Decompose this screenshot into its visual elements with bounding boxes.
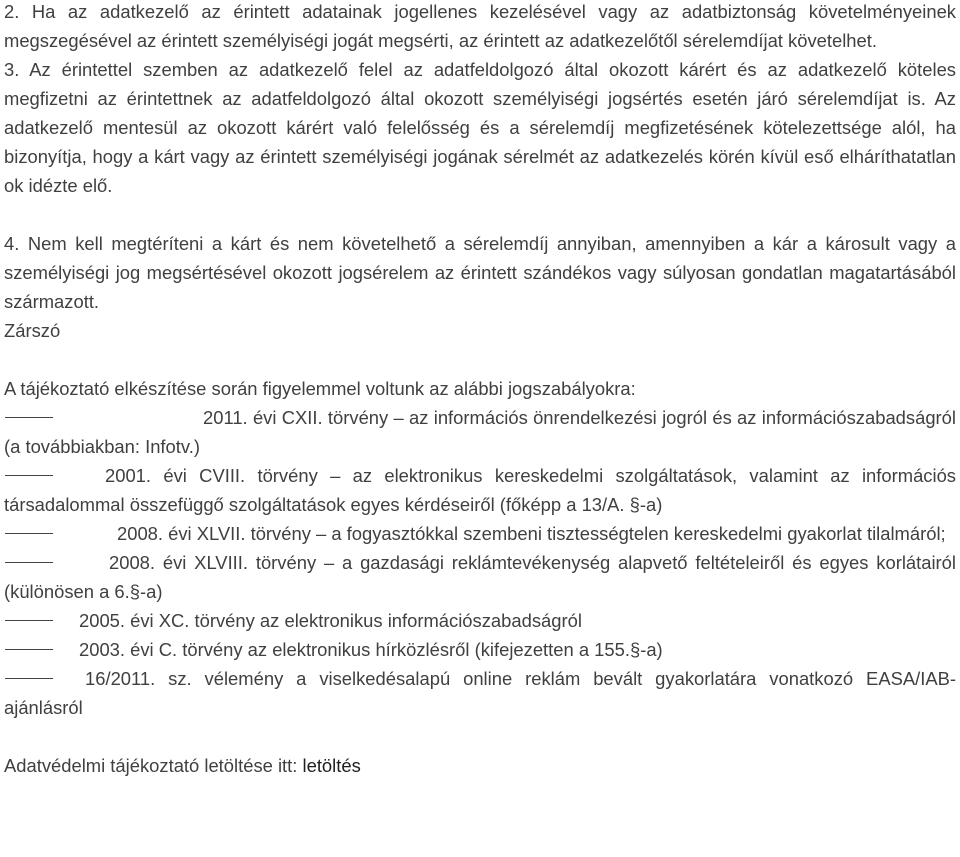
dash-bullet <box>5 562 53 563</box>
law-item-text: 2005. évi XC. törvény az elektronikus információszabadságról <box>79 610 582 631</box>
dash-bullet <box>5 533 53 534</box>
paragraph-2: 2. Ha az adatkezelő az érintett adatainak jogellenes kezelésével vagy az adatbiztonság követelményeinek megszegésével az érintett személyiségi jogát megsérti, az érintett az adatkezelőtől sérelemdíjat követelhet. <box>4 1 956 51</box>
document-page <box>4 0 956 780</box>
law-item <box>4 519 956 548</box>
dash-bullet <box>5 417 53 418</box>
download-link[interactable]: letöltés <box>302 755 361 776</box>
paragraph-4: 4. Nem kell megtéríteni a kárt és nem követelhető a sérelemdíj annyiban, amennyiben a kár a károsult vagy a személyiségi jog megsértésével okozott jogsérelem az érintett szándékos vagy súlyosan gondatlan magatartásából származott. <box>4 233 956 312</box>
law-item <box>4 635 956 664</box>
laws-intro: A tájékoztató elkészítése során figyelemmel voltunk az alábbi jogszabályokra: <box>4 378 636 399</box>
spacer <box>4 722 956 751</box>
download-label: Adatvédelmi tájékoztató letöltése itt: <box>4 755 303 776</box>
law-item <box>4 461 956 519</box>
dash-bullet <box>5 678 53 679</box>
law-item <box>4 548 956 606</box>
law-item-text: 2008. évi XLVII. törvény – a fogyasztókkal szembeni tisztességtelen kereskedelmi gyakorlat tilalmáról; <box>117 523 946 544</box>
spacer <box>4 200 956 229</box>
closing-title: Zárszó <box>4 320 61 341</box>
law-item-text: 2001. évi CVIII. törvény – az elektronikus kereskedelmi szolgáltatások, valamint az információs társadalommal összefüggő szolgáltatások egyes kérdéseiről (főképp a 13/A. §-a) <box>4 465 956 515</box>
law-item-text: 16/2011. sz. vélemény a viselkedésalapú online reklám bevált gyakorlatára vonatkozó EASA/IAB-ajánlásról <box>4 668 956 718</box>
law-item <box>4 664 956 722</box>
law-item-text: 2003. évi C. törvény az elektronikus hírközlésről (kifejezetten a 155.§-a) <box>79 639 663 660</box>
law-item <box>4 606 956 635</box>
law-item <box>4 403 956 461</box>
dash-bullet <box>5 620 53 621</box>
law-item-text: 2011. évi CXII. törvény – az információs önrendelkezési jogról és az információszabadságról (a továbbiakban: Infotv.) <box>4 407 956 457</box>
spacer <box>4 345 956 374</box>
dash-bullet <box>5 649 53 650</box>
law-item-text: 2008. évi XLVIII. törvény – a gazdasági reklámtevékenység alapvető feltételeiről és egyes korlátairól (különösen a 6.§-a) <box>4 552 956 602</box>
download-line <box>4 751 956 780</box>
dash-bullet <box>5 475 53 476</box>
paragraph-3: 3. Az érintettel szemben az adatkezelő felel az adatfeldolgozó által okozott kárért és az adatkezelő köteles megfizetni az érintettnek az adatfeldolgozó által okozott személyiségi jogsértés esetén járó sérelemdíjat is. Az adatkezelő mentesül az okozott kárért való felelősség és a sérelemdíj megfizetésének kötelezettsége alól, ha bizonyítja, hogy a kárt vagy az érintett személyiségi jogának sérelmét az adatkezelés körén kívül eső elháríthatatlan ok idézte elő. <box>4 59 956 196</box>
